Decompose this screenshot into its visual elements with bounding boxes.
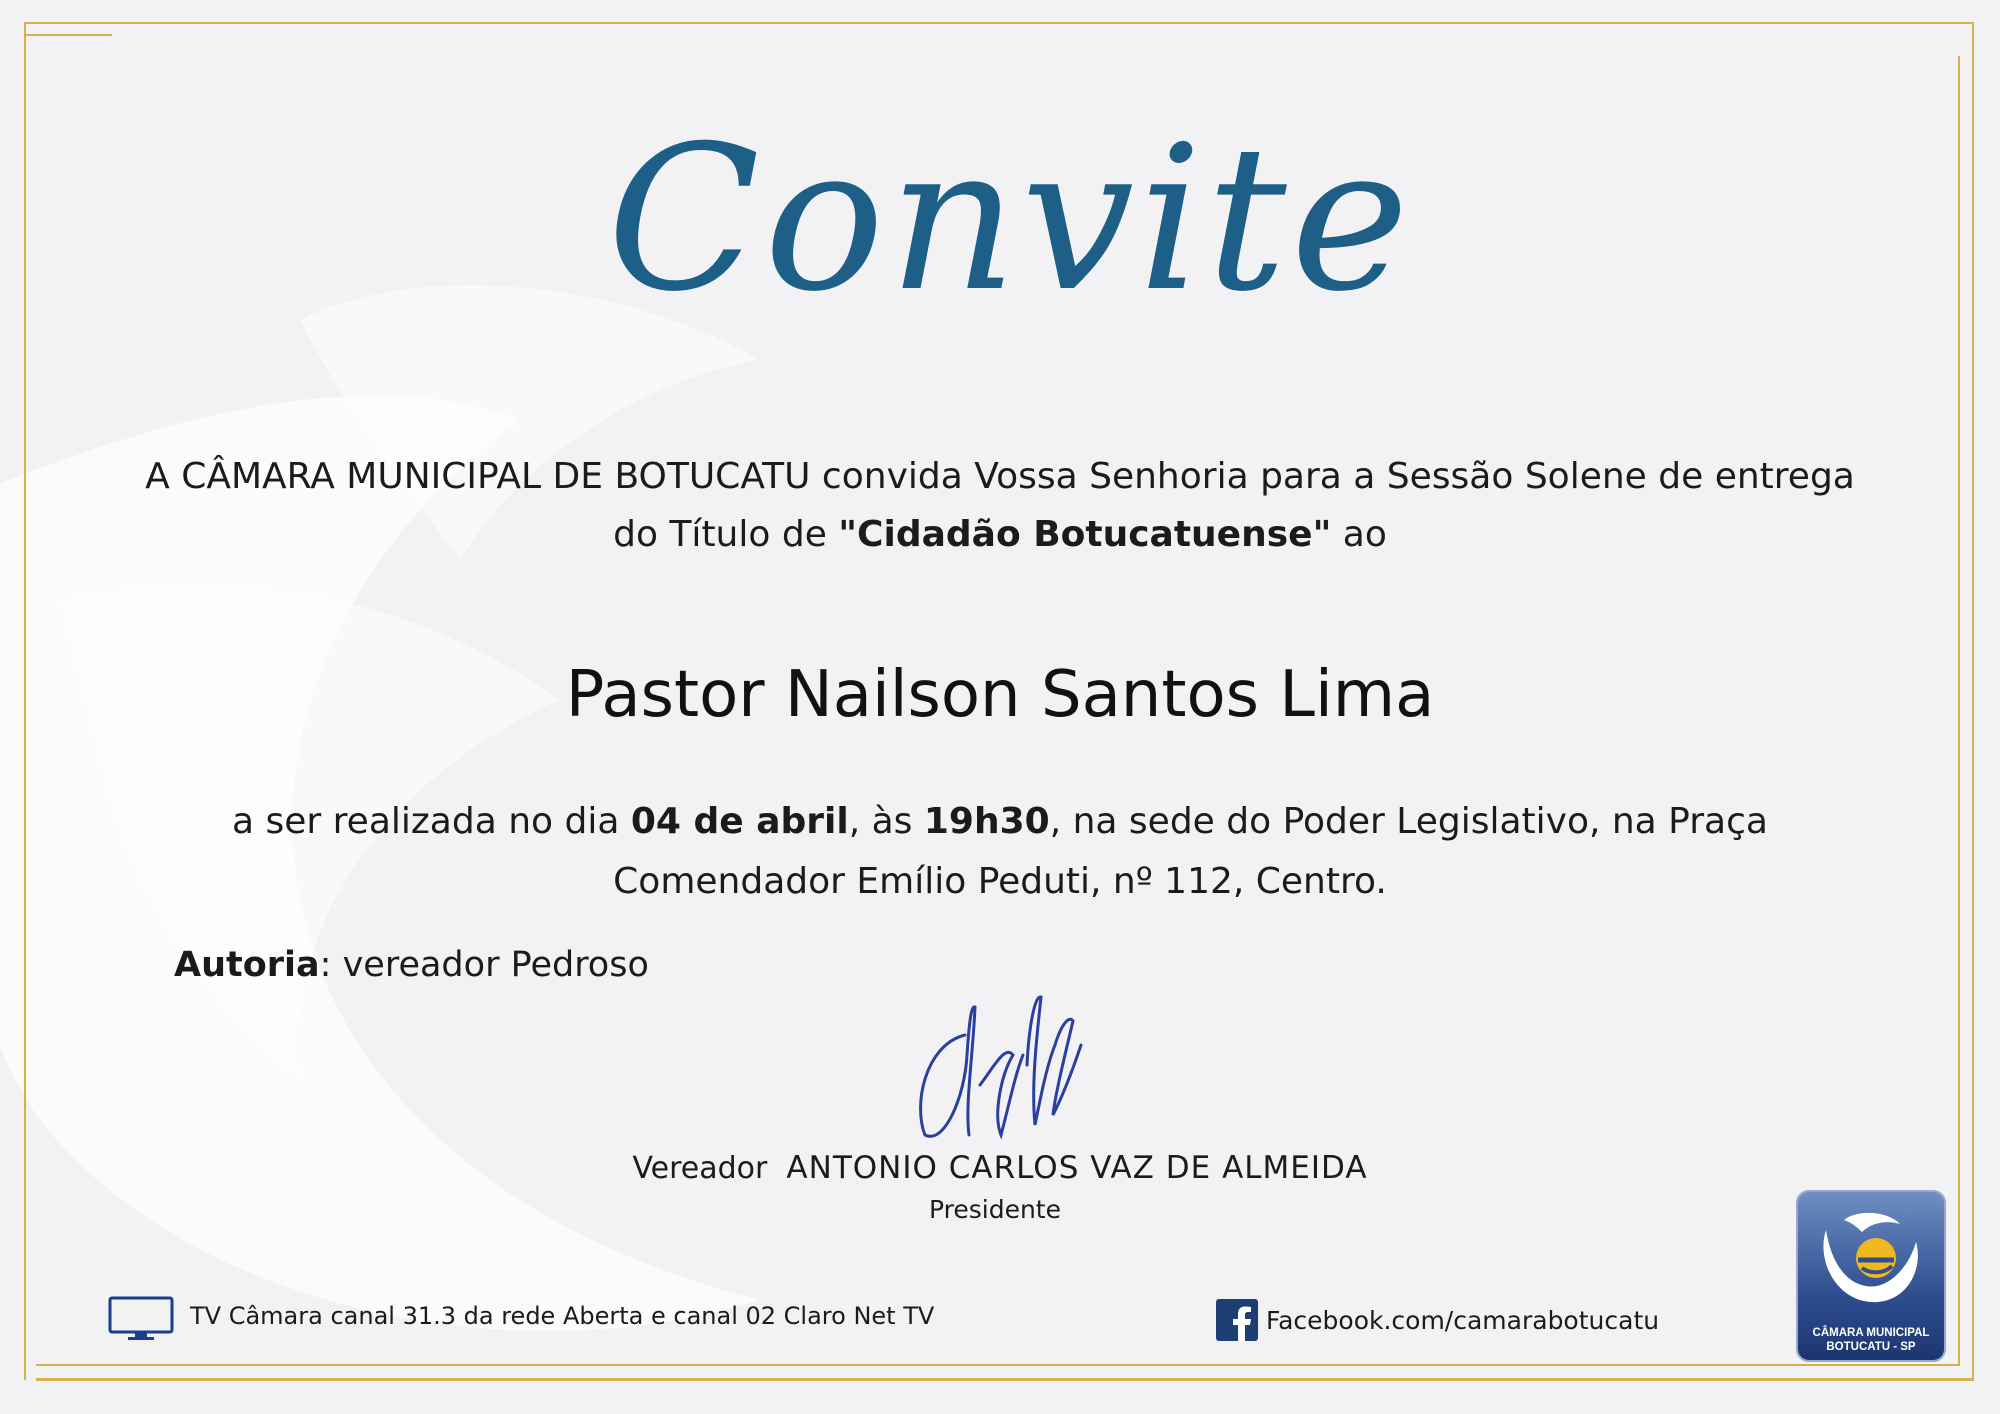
details-text: a ser realizada no dia: [232, 801, 631, 842]
frame-left-border: [24, 22, 26, 1380]
frame-right-border: [1972, 22, 1974, 1380]
signer-line: [500, 1146, 1500, 1191]
authorship-value: : vereador Pedroso: [319, 945, 649, 985]
logo-text-line1: CÂMARA MUNICIPAL: [1812, 1327, 1930, 1339]
event-time: 19h30: [923, 801, 1050, 842]
event-date: 04 de abril: [630, 801, 849, 842]
handwritten-signature: [905, 985, 1105, 1155]
event-details: [140, 792, 1860, 912]
signer-role: Presidente: [929, 1195, 1061, 1224]
details-text: , na sede do Poder Legislativo, na Praça Comendador Emílio Peduti, nº 112, Centro.: [613, 801, 1768, 902]
details-text: , às: [848, 801, 924, 842]
authorship: [174, 940, 1074, 990]
tv-channel-info: TV Câmara canal 31.3 da rede Aberta e canal 02 Claro Net TV: [190, 1302, 935, 1330]
title-honor-name: "Cidadão Botucatuense": [838, 514, 1332, 555]
frame-inner-corner-left: [24, 34, 26, 124]
signer-title: Vereador: [632, 1151, 768, 1186]
intro-text: A CÂMARA MUNICIPAL DE BOTUCATU convida Vossa Senhoria para a Sessão Solene de entrega do Título de: [145, 456, 1855, 555]
frame-inner-bottom-border: [36, 1364, 1960, 1366]
signer-name: ANTONIO CARLOS VAZ DE ALMEIDA: [786, 1150, 1368, 1186]
invitation-intro: [140, 448, 1860, 564]
frame-inner-corner-top: [24, 34, 112, 36]
camara-logo: [1796, 1190, 1946, 1362]
authorship-label: Autoria: [174, 945, 320, 985]
frame-top-border: [24, 22, 1974, 24]
tv-icon: [108, 1296, 174, 1342]
facebook-link[interactable]: Facebook.com/camarabotucatu: [1266, 1306, 1660, 1335]
invitation-title: Convite: [607, 103, 1413, 336]
frame-inner-right-border: [1958, 56, 1960, 1366]
intro-text-end: ao: [1331, 514, 1387, 555]
frame-bottom-border: [36, 1378, 1974, 1381]
facebook-icon: [1216, 1299, 1258, 1341]
logo-text-line2: BOTUCATU - SP: [1826, 1341, 1916, 1353]
honoree-name: Pastor Nailson Santos Lima: [565, 658, 1435, 732]
